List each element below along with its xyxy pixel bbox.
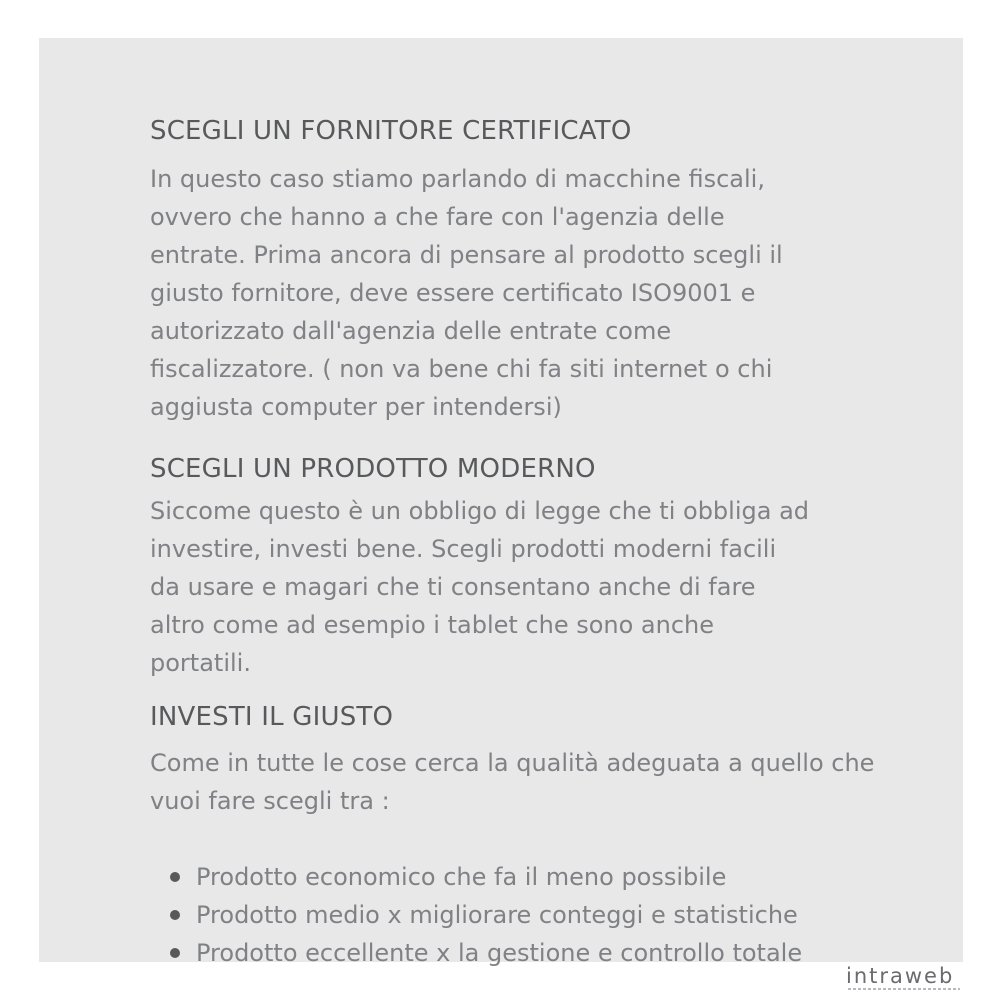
list-item: [150, 934, 802, 972]
section-body-certified-supplier: In questo caso stiamo parlando di macchine fiscali, ovvero che hanno a che fare con l'agenzia delle entrate. Prima ancora di pensare al prodotto scegli il giusto fornitore, deve essere certificato ISO9001 e autorizzato dall'agenzia delle entrate come fiscalizzatore. ( non va bene chi fa siti internet o chi aggiusta computer per intendersi): [150, 165, 783, 421]
intraweb-logo: [846, 962, 962, 992]
bullet-icon: [170, 872, 180, 882]
list-item-text: Prodotto eccellente x la gestione e controllo totale: [196, 939, 803, 967]
section-heading-certified-supplier: SCEGLI UN FORNITORE CERTIFICATO: [150, 116, 632, 146]
logo-tagline-graphic: [848, 988, 960, 990]
list-item: [150, 896, 802, 934]
section-heading-invest-right: INVESTI IL GIUSTO: [150, 702, 394, 732]
bullet-icon: [170, 910, 180, 920]
product-options-list: [150, 858, 802, 972]
logo-wordmark: intraweb: [846, 964, 955, 988]
section-body-invest-right: Come in tutte le cose cerca la qualità adeguata a quello che vuoi fare scegli tra :: [150, 749, 875, 815]
list-item: [150, 858, 802, 896]
list-item-text: Prodotto economico che fa il meno possibile: [196, 863, 727, 891]
section-heading-modern-product: SCEGLI UN PRODOTTO MODERNO: [150, 454, 596, 484]
list-item-text: Prodotto medio x migliorare conteggi e statistiche: [196, 901, 798, 929]
section-body-modern-product: Siccome questo è un obbligo di legge che ti obbliga ad investire, investi bene. Scegli prodotti moderni facili da usare e magari che ti consentano anche di fare altro come ad esempio i tablet che sono anche portatili.: [150, 497, 810, 677]
bullet-icon: [170, 948, 180, 958]
content-panel: [39, 38, 963, 967]
